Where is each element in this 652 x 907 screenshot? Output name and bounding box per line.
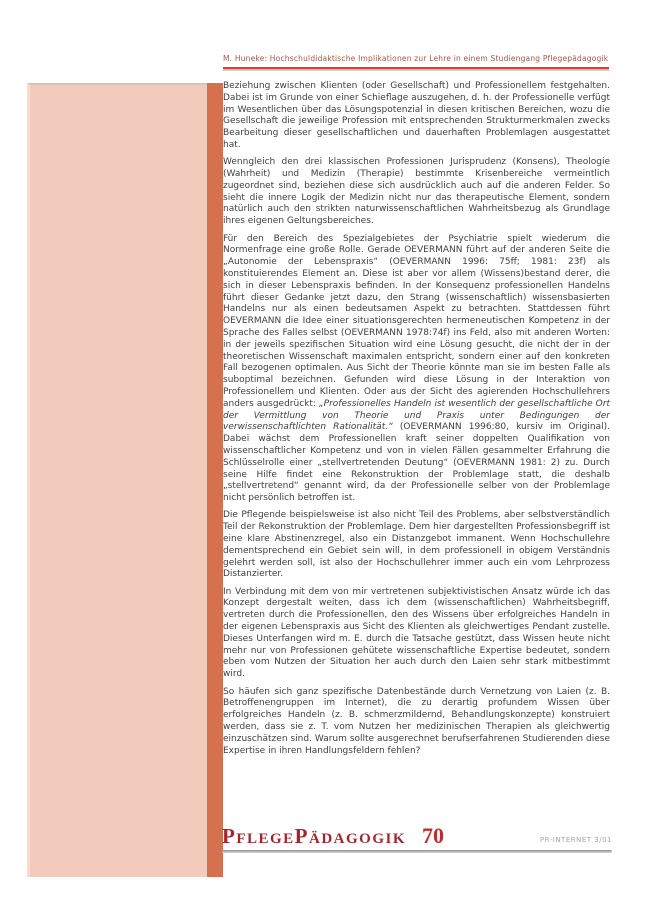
paragraph [223,587,610,681]
text-segment: In Verbindung mit dem von mir vertretenen subjektivistischen Ansatz würde ich das Konzept dergestalt weiten, dass ich dem (wissenschaftlichen) Wahrheitsbegriff, vertreten durch die Professionellen, den des Wissens über erfolgreiches Handeln in der eigenen Lebenspraxis aus Sicht des Klienten als gleichwertiges Pendant zustelle. Dieses Unterfangen wird m. E. durch die Tatsache gestützt, dass Wissen heute nicht mehr nur von Professionen gehütete wissenschaftliche Expertise bedeutet, sondern eben vom Nutzen der Situation her auch durch den Laien sehr stark mitbestimmt wird. [223,586,610,680]
paragraph [223,687,610,758]
paragraph [223,157,610,228]
journal-footer-title [222,823,444,849]
journal-name: PflegePädagogik [222,824,407,848]
issue-label: PR-INTERNET 3/01 [539,836,612,844]
footer-rule [222,850,612,853]
paragraph [223,510,610,581]
left-margin-pink-block [27,83,207,877]
text-segment: Beziehung zwischen Klienten (oder Gesellschaft) und Professionellem festgehalten. Dabei ist im Grunde von einer Schieflage auszugehen, d. h. der Professionelle verfügt im Wesentlichen über das Lösungspotenzial in diesen kritischen Bereichen, wozu die Gesellschaft die jeweilige Profession mit entsprechenden Strukturmerkmalen zwecks Bearbeitung dieser gesellschaftlichen und dauerhaften Problemlagen ausgestattet hat. [223,81,610,150]
paragraph [223,234,610,505]
running-head-text: M. Huneke: Hochschuldidaktische Implikationen zur Lehre in einem Studiengang Pflegepädagogik [223,54,609,63]
left-margin-accent-bar [207,83,223,877]
text-segment: (OEVERMANN 1996:80, kursiv im Original). Dabei wächst dem Professionellen kraft seiner doppelten Qualifikation von wissenschaftlicher Kompetenz und von in vielen Fällen gesammelter Erfahrung die Schlüsselrolle einer „stellvertretenden Deutung“ (OEVERMANN 1981: 2) zu. Durch seine Hilfe findet eine Rekonstruktion der Problemlage statt, die deshalb „stellvertretend“ genannt wird, da der Professionelle selber von der Problemlage nicht persönlich betroffen ist. [223,422,610,504]
running-head [223,54,609,69]
text-segment: Die Pflegende beispielsweise ist also nicht Teil des Problems, aber selbstverständlich Teil der Rekonstruktion der Problemlage. Dem hier dargestellten Professionsbegriff ist eine klare Abstinenzregel, also ein Distanzgebot immanent. Wenn Hochschullehre dementsprechend ein Gebiet sein will, in dem professionell in obigem Verständnis gelehrt werden soll, ist also der Hochschullehrer immer auch ein vom Lehrprozess Distanzierter. [223,510,610,580]
paragraph [223,81,610,152]
text-segment: Wenngleich den drei klassischen Professionen Jurisprudenz (Konsens), Theologie (Wahrheit) und Medizin (Therapie) bestimmte Krisenbereiche vermeintlich zugeordnet sind, beziehen diese sich ausdrücklich auch auf die anderen Felder. So sieht die innere Logik der Medizin nicht nur das therapeutische Element, sondern natürlich auch den strikten naturwissenschaftlichen Wahrheitsbezug als Grundlage ihres eigenen Geltungsbereiches. [223,157,610,227]
text-segment: Für den Bereich des Spezialgebietes der Psychiatrie spielt wiederum die Normenfrage eine große Rolle. Gerade OEVERMANN führt auf der anderen Seite die „Autonomie der Lebenspraxis“ (OEVERMANN 1996: 75ff; 1981: 23f) als konstituierendes Element an. Diese ist aber vor allem (Wissens)bestand derer, die sich in dieser Lebenspraxis befinden. In der Konsequenz professionellen Handelns führt dieser Gedanke jetzt dazu, den Strang (wissenschaftlich) wissensbasierten Handelns nur als einen bedeutsamen Aspekt zu betrachten. Stattdessen führt OEVERMANN die Idee einer situationsgerechten hermeneutischen Kompetenz in der Sprache des Falles selbst (OEVERMANN 1978:74f) ins Feld, also mit anderen Worten: in der jeweils spezifischen Situation wird eine Lösung gesucht, die nicht der in der theoretischen Wissenschaft maximalen entspricht, sondern einer auf den konkreten Fall bezogenen optimalen. Aus Sicht der Theorie könnte man sie im besten Falle als suboptimal bezeichnen. Gefunden wird diese Lösung in der Interaktion von Professionellem und Klienten. Oder aus der Sicht des agierenden Hochschullehrers anders ausgedrückt: [223,233,610,409]
page-number: 70 [422,823,445,848]
article-body [223,81,610,763]
text-segment: So häufen sich ganz spezifische Datenbestände durch Vernetzung von Laien (z. B. Betroffenengruppen im Internet), die zu derartig profundem Wissen über erfolgreiches Handeln (z. B. schmerzmildernd, Behandlungskonzepte) konstruiert werden, dass sie z. T. vom Nutzen her medizinischen Therapien als gleichwertig einzuschätzen sind. Warum sollte ausgerechnet berufserfahrenen Studierenden diese Expertise in ihren Handlungsfeldern fehlen? [223,686,610,756]
quote-italic-segment: „Professionelles Handeln ist wesentlich der gesellschaftliche Ort der Vermittlung von Theorie und Praxis unter Bedingungen der verwissenschaftlichten Rationalität.“ [223,398,610,433]
